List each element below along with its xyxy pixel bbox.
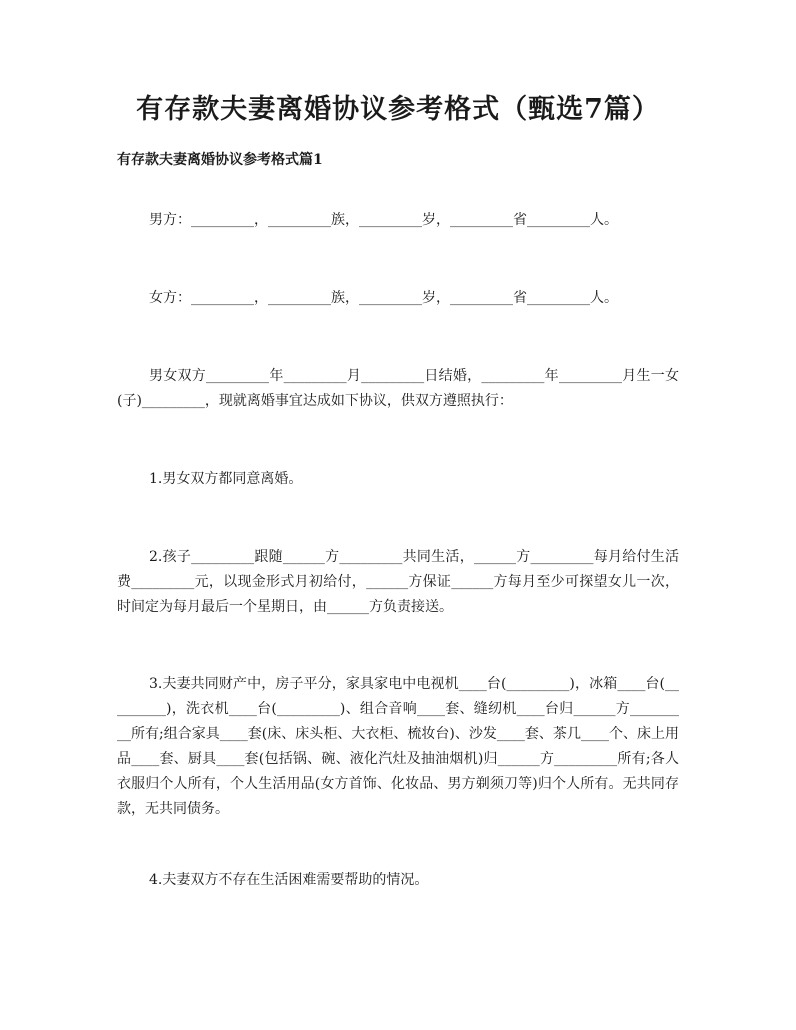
document-title: 有存款夫妻离婚协议参考格式（甄选7篇） <box>136 94 660 125</box>
paragraph-clause-1: 1.男女双方都同意离婚。 <box>149 471 303 487</box>
paragraph-clause-4: 4.夫妻双方不存在生活困难需要帮助的情况。 <box>149 872 429 888</box>
section-heading: 有存款夫妻离婚协议参考格式篇1 <box>117 152 323 168</box>
paragraph-marriage-info: 男女双方_________年_________月_________日结婚，_________年_________月生一女(子)_________，现就离婚事宜达成如下协议，供双方遵照执行： <box>117 368 679 409</box>
paragraph-clause-2: 2.孩子_________跟随______方_________共同生活，______方_________每月给付生活费_________元，以现金形式月初给付，______方保证______方每月至少可探望女儿一次，时间定为每月最后一个星期日，由______方负责接送。 <box>117 549 679 615</box>
paragraph-clause-3: 3.夫妻共同财产中，房子平分，家具家电中电视机____台(_________)，冰箱____台(_________)，洗衣机____台(_________)、组合音响____套、缝纫机____台归______方_________所有;组合家具____套(床、床头柜、大衣柜、梳妆台)、沙发____套、茶几____个、床上用品____套、厨具____套(包括锅、碗、液化汽灶及抽油烟机)归______方_________所有;各人衣服归个人所有，个人生活用品(女方首饰、化妆品、男方剃须刀等)归个人所有。无共同存款，无共同债务。 <box>117 676 679 817</box>
paragraph-female-party: 女方：_________，_________族，_________岁，_________省_________人。 <box>149 290 618 306</box>
paragraph-male-party: 男方：_________，_________族，_________岁，_________省_________人。 <box>149 212 618 228</box>
